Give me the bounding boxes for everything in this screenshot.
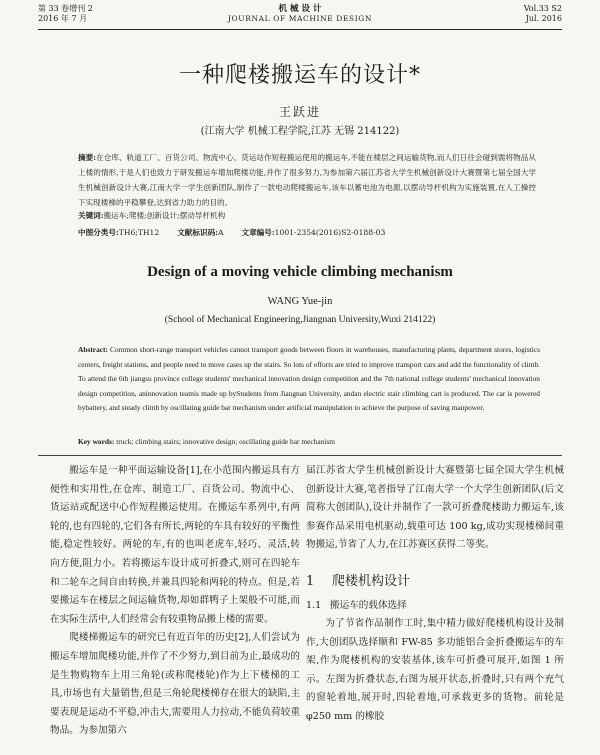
section-title: 爬楼机构设计 (332, 573, 411, 589)
abstract-en (78, 343, 540, 416)
keywords-cn-label: 关键词: (78, 211, 104, 220)
subsection-number: 1.1 (306, 599, 322, 611)
subsection-heading (306, 597, 564, 615)
body-column-left (50, 462, 300, 741)
abstract-en-label: Abstract: (78, 345, 108, 354)
classification-line (78, 227, 536, 239)
body-paragraph: 届江苏省大学生机械创新设计大赛暨第七届全国大学生机械创新设计大赛,笔者指导了江南大学一个大学生创新团队(后文简称大创团队),设计并制作了一款可折叠爬楼助力搬运车,该参赛作品采用电机驱动,载重可达 100 kg,成功实现楼梯间重物搬运,节省了人力,在江苏赛区获得二等奖。 (306, 465, 564, 551)
journal-name-cn: 机 械 设 计 (278, 4, 322, 14)
volume-issue-en: Vol.33 S2 (523, 4, 562, 13)
journal-name-en: JOURNAL OF MACHINE DESIGN (227, 14, 373, 23)
running-header-center (38, 4, 562, 24)
affiliation-en: (School of Mechanical Engineering,Jiangnan University,Wuxi 214122) (164, 315, 436, 325)
subsection-title: 搬运车的载体选择 (330, 599, 407, 611)
date-cn: 2016 年 7 月 (38, 14, 88, 23)
body-paragraph: 为了节省作品制作工时,集中精力做好爬楼机构设计及制作,大创团队选择顺和 FW-85 多功能铝合金折叠搬运车的车架,作为爬楼机构的安装基体,该车可折叠可展开,如图 1 所示。左图为折叠状态,右图为展开状态,折叠时,只有两个充气的窗轮着地,展开时,四轮着地,可承载更多的货物。前轮是 φ250 mm 的橡胶 (306, 617, 564, 722)
author-name-en: WANG Yue-jin (267, 296, 333, 307)
body-paragraph: 搬运车是一种平面运输设备[1],在小范围内搬运具有方便性和实用性,在仓库、制造工厂、百货公司、物流中心、货运站或配送中心作短程搬运使用。在搬运车系列中,有两轮的,也有四轮的,它们各有所长,两轮的车具有较好的平衡性能,稳定性较好。两轮的车,有的也叫老虎车,轻巧、灵活,转向方便,阻力小。若将搬运车设计成可折叠式,则可在四轮车和二轮车之间自由转换,并兼具四轮和两轮的特点。但是,若要搬运车在楼层之间运输货物,却如群鸭子上架般不可能,而在实际生活中,人们经常会有较重物品搬上楼的需要。 (50, 465, 300, 625)
body-paragraph: 爬楼梯搬运车的研究已有近百年的历史[2],人们尝试为搬运车增加爬楼功能,并作了不少努力,到目前为止,最成功的是生物购物车上用三角轮(或称爬楼轮)作为上下楼梯的工具,市场也有大量销售,但是三角轮爬楼梯存在很大的缺陷,主要表现是运动不平稳,冲击大,需要用人力拉动,不能负荷较重物品。为参加第六 (50, 632, 300, 737)
keywords-cn-text: 搬运车;爬楼;创新设计;摆动导杆机构 (103, 211, 226, 220)
running-header-right (524, 4, 562, 24)
header-rule (38, 29, 562, 30)
running-header (38, 4, 562, 28)
author-name-cn: 王跃进 (278, 105, 321, 119)
paper-title-en: Design of a moving vehicle climbing mechanism (147, 264, 453, 280)
section-heading (306, 571, 564, 593)
article-number-value: 1001-2354(2016)S2-0188-03 (274, 228, 386, 237)
keywords-cn (78, 210, 536, 222)
keywords-en (78, 436, 540, 448)
affiliation-cn: (江南大学 机械工程学院,江苏 无锡 214122) (200, 126, 400, 137)
abstract-cn-text: 在仓库、轨道工厂、百货公司、物流中心、货运站作短程搬运使用的搬运车,不能在楼层之间运输货物,而人们日往会碰到需将物品从上楼的情形,于是人们也致力于研发搬运车增加爬楼功能,并作了很多努力,为参加第六届江苏省大学生机械创新设计大赛暨第七届全国大学生机械创新设计大赛,江南大学一学生创新团队,制作了一款电动爬楼搬运车,该车以蓄电池为电源,以摆动导杆机构为实施装置,在人工操控下实现楼梯的平稳攀登,达到省力助力的目的。 (78, 153, 536, 207)
volume-issue-cn: 第 33 卷增刊 2 (38, 4, 93, 13)
abstract-cn (78, 150, 536, 210)
clc-label: 中图分类号: (78, 228, 119, 237)
abstract-en-text: Common short-range transport vehicles cannot transport goods between floors in warehouses, manufacturing plants, department stores, logistics centers, freight stations, and people need to move cases up the stairs. So lots of efforts are tried to improve transport cars and add the functionality of climb. To attend the 6th jiangsu province college students' mechanical innovation design competition and the 7th national college students' mechanical innovation design competition, aninnovation teamis made up byStudents from Jiangnan University, andan electric stair climbing cart is produced. The car is powered bybattery, and steady climb by oscillating guide bar mechanism under artificial manipulation to achieve the purpose of saving manpower. (78, 345, 540, 413)
paper-title-cn: 一种爬楼搬运车的设计* (178, 63, 421, 88)
doc-code-value: A (218, 228, 224, 237)
doc-code-label: 文献标识码: (177, 228, 218, 237)
clc-value: TH6;TH12 (118, 228, 160, 237)
keywords-en-text: truck; climbing stairs; innovative design; oscillating guide bar mechanism (116, 437, 336, 446)
section-number: 1 (306, 573, 315, 589)
date-en: Jul. 2016 (525, 14, 562, 23)
article-number-label: 文章编号: (241, 228, 275, 237)
keywords-en-label: Key words: (78, 437, 115, 446)
abstract-cn-label: 摘要: (78, 153, 97, 162)
body-column-right (306, 462, 564, 727)
section-divider (38, 455, 562, 456)
